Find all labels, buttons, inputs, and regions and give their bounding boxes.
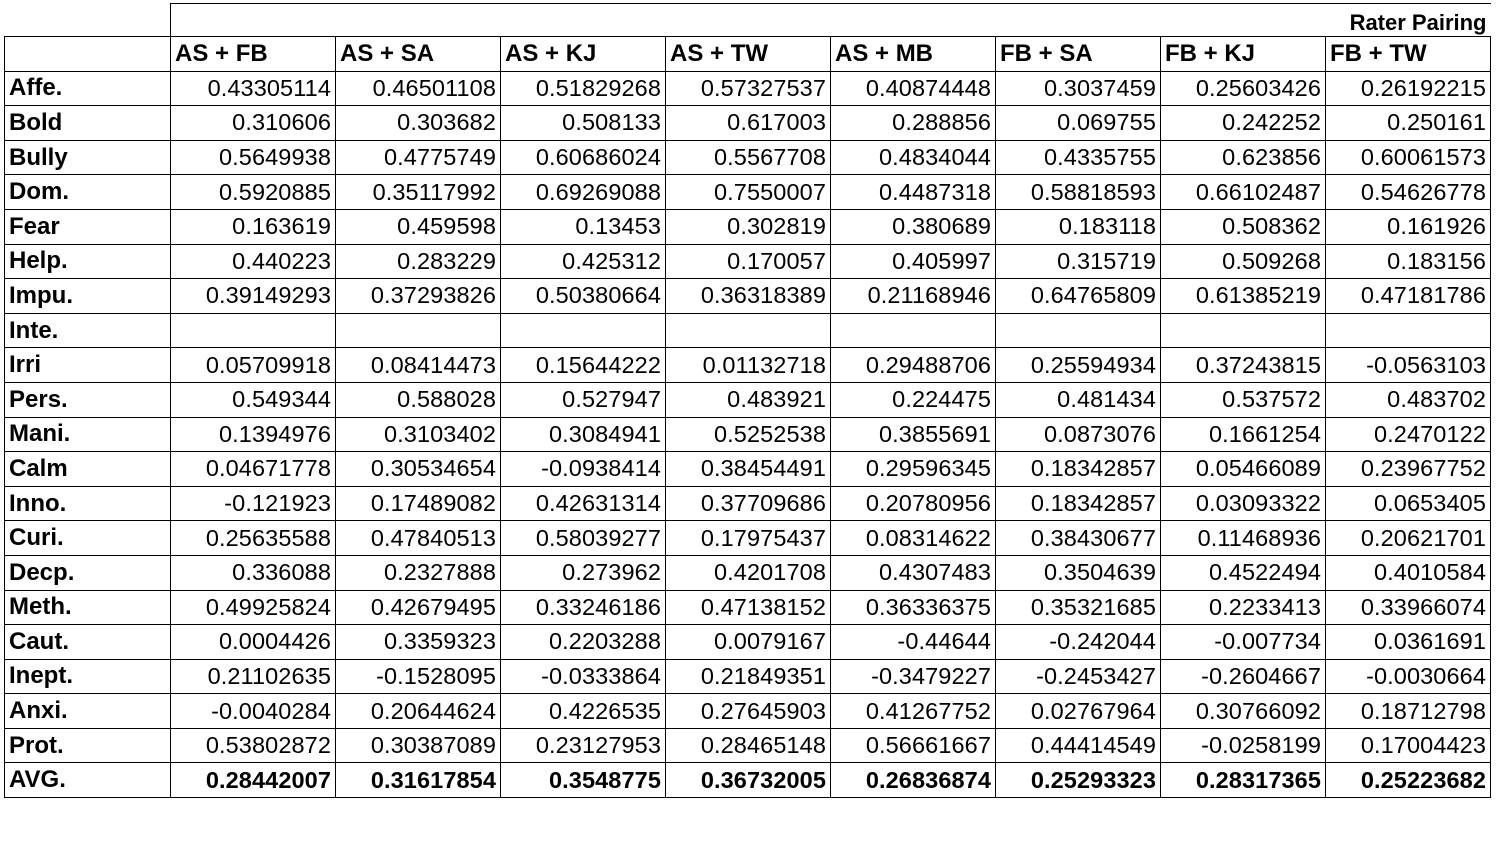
- row-label: Inept.: [5, 659, 171, 694]
- value-cell: -0.242044: [996, 625, 1161, 660]
- value-cell: 0.3504639: [996, 555, 1161, 590]
- value-cell: 0.0079167: [666, 625, 831, 660]
- value-cell: 0.5252538: [666, 417, 831, 452]
- row-label: Affe.: [5, 71, 171, 106]
- value-cell: 0.425312: [501, 244, 666, 279]
- value-cell: 0.35321685: [996, 590, 1161, 625]
- value-cell: -0.2453427: [996, 659, 1161, 694]
- value-cell: [1326, 313, 1491, 348]
- value-cell: 0.50380664: [501, 279, 666, 314]
- value-cell: 0.4226535: [501, 694, 666, 729]
- value-cell: 0.33966074: [1326, 590, 1491, 625]
- value-cell: 0.17489082: [336, 486, 501, 521]
- value-cell: 0.623856: [1161, 140, 1326, 175]
- column-header: AS + TW: [666, 37, 831, 72]
- value-cell: 0.537572: [1161, 382, 1326, 417]
- value-cell: 0.08414473: [336, 348, 501, 383]
- value-cell: 0.7550007: [666, 175, 831, 210]
- title-row: [5, 4, 1491, 37]
- table-row: [5, 486, 1491, 521]
- table-row: [5, 659, 1491, 694]
- value-cell: 0.60686024: [501, 140, 666, 175]
- value-cell: -0.0258199: [1161, 728, 1326, 763]
- table-row: [5, 590, 1491, 625]
- value-cell: 0.508362: [1161, 209, 1326, 244]
- value-cell: 0.47138152: [666, 590, 831, 625]
- row-label: Pers.: [5, 382, 171, 417]
- value-cell: 0.18712798: [1326, 694, 1491, 729]
- row-label: Caut.: [5, 625, 171, 660]
- row-label: Irri: [5, 348, 171, 383]
- value-cell: 0.4487318: [831, 175, 996, 210]
- value-cell: 0.25635588: [171, 521, 336, 556]
- value-cell: -0.3479227: [831, 659, 996, 694]
- value-cell: 0.405997: [831, 244, 996, 279]
- table-row: [5, 348, 1491, 383]
- value-cell: 0.283229: [336, 244, 501, 279]
- value-cell: 0.18342857: [996, 452, 1161, 487]
- value-cell: [171, 313, 336, 348]
- value-cell: 0.35117992: [336, 175, 501, 210]
- row-label: Anxi.: [5, 694, 171, 729]
- value-cell: 0.250161: [1326, 106, 1491, 141]
- table-row: [5, 71, 1491, 106]
- value-cell: 0.44414549: [996, 728, 1161, 763]
- value-cell: 0.481434: [996, 382, 1161, 417]
- value-cell: 0.4201708: [666, 555, 831, 590]
- table-row: [5, 625, 1491, 660]
- value-cell: 0.28317365: [1161, 763, 1326, 798]
- column-header: AS + FB: [171, 37, 336, 72]
- value-cell: 0.163619: [171, 209, 336, 244]
- value-cell: 0.0361691: [1326, 625, 1491, 660]
- value-cell: 0.28442007: [171, 763, 336, 798]
- value-cell: [336, 313, 501, 348]
- value-cell: 0.3084941: [501, 417, 666, 452]
- value-cell: 0.05466089: [1161, 452, 1326, 487]
- column-header: AS + SA: [336, 37, 501, 72]
- value-cell: 0.47181786: [1326, 279, 1491, 314]
- value-cell: 0.20644624: [336, 694, 501, 729]
- value-cell: [996, 313, 1161, 348]
- value-cell: 0.36732005: [666, 763, 831, 798]
- value-cell: 0.4522494: [1161, 555, 1326, 590]
- value-cell: 0.483921: [666, 382, 831, 417]
- value-cell: 0.288856: [831, 106, 996, 141]
- column-header: FB + SA: [996, 37, 1161, 72]
- table-row: [5, 106, 1491, 141]
- value-cell: 0.58039277: [501, 521, 666, 556]
- value-cell: -0.0938414: [501, 452, 666, 487]
- value-cell: 0.315719: [996, 244, 1161, 279]
- value-cell: 0.36318389: [666, 279, 831, 314]
- row-label: Dom.: [5, 175, 171, 210]
- value-cell: 0.310606: [171, 106, 336, 141]
- row-label: Bold: [5, 106, 171, 141]
- value-cell: -0.2604667: [1161, 659, 1326, 694]
- value-cell: -0.0563103: [1326, 348, 1491, 383]
- value-cell: 0.51829268: [501, 71, 666, 106]
- row-label: Inte.: [5, 313, 171, 348]
- value-cell: 0.17004423: [1326, 728, 1491, 763]
- value-cell: 0.5649938: [171, 140, 336, 175]
- table-row: [5, 279, 1491, 314]
- column-header: AS + MB: [831, 37, 996, 72]
- header-row: [5, 37, 1491, 72]
- value-cell: 0.183156: [1326, 244, 1491, 279]
- value-cell: 0.3548775: [501, 763, 666, 798]
- value-cell: 0.64765809: [996, 279, 1161, 314]
- value-cell: 0.08314622: [831, 521, 996, 556]
- value-cell: 0.588028: [336, 382, 501, 417]
- value-cell: 0.242252: [1161, 106, 1326, 141]
- value-cell: 0.02767964: [996, 694, 1161, 729]
- value-cell: 0.3037459: [996, 71, 1161, 106]
- value-cell: 0.2233413: [1161, 590, 1326, 625]
- value-cell: 0.11468936: [1161, 521, 1326, 556]
- value-cell: 0.336088: [171, 555, 336, 590]
- value-cell: 0.41267752: [831, 694, 996, 729]
- value-cell: 0.2470122: [1326, 417, 1491, 452]
- value-cell: 0.1394976: [171, 417, 336, 452]
- value-cell: 0.0004426: [171, 625, 336, 660]
- table-row: [5, 521, 1491, 556]
- row-label: Meth.: [5, 590, 171, 625]
- value-cell: 0.43305114: [171, 71, 336, 106]
- table-row: [5, 452, 1491, 487]
- value-cell: 0.61385219: [1161, 279, 1326, 314]
- value-cell: 0.25603426: [1161, 71, 1326, 106]
- value-cell: 0.1661254: [1161, 417, 1326, 452]
- value-cell: 0.303682: [336, 106, 501, 141]
- value-cell: 0.224475: [831, 382, 996, 417]
- table-row: [5, 728, 1491, 763]
- value-cell: 0.5920885: [171, 175, 336, 210]
- value-cell: 0.3103402: [336, 417, 501, 452]
- row-label: Inno.: [5, 486, 171, 521]
- value-cell: [1161, 313, 1326, 348]
- value-cell: -0.1528095: [336, 659, 501, 694]
- row-label: Decp.: [5, 555, 171, 590]
- value-cell: 0.36336375: [831, 590, 996, 625]
- value-cell: 0.4010584: [1326, 555, 1491, 590]
- value-cell: 0.31617854: [336, 763, 501, 798]
- value-cell: 0.05709918: [171, 348, 336, 383]
- row-label: Prot.: [5, 728, 171, 763]
- value-cell: 0.3855691: [831, 417, 996, 452]
- value-cell: 0.617003: [666, 106, 831, 141]
- column-header: AS + KJ: [501, 37, 666, 72]
- table-title: Rater Pairing: [171, 4, 1491, 37]
- value-cell: 0.30387089: [336, 728, 501, 763]
- value-cell: 0.38430677: [996, 521, 1161, 556]
- table-row: [5, 694, 1491, 729]
- row-label: Mani.: [5, 417, 171, 452]
- value-cell: 0.25594934: [996, 348, 1161, 383]
- value-cell: 0.37243815: [1161, 348, 1326, 383]
- value-cell: -0.0040284: [171, 694, 336, 729]
- value-cell: 0.23967752: [1326, 452, 1491, 487]
- value-cell: 0.21168946: [831, 279, 996, 314]
- row-label: Calm: [5, 452, 171, 487]
- value-cell: 0.549344: [171, 382, 336, 417]
- value-cell: [501, 313, 666, 348]
- column-header: FB + TW: [1326, 37, 1491, 72]
- value-cell: 0.21849351: [666, 659, 831, 694]
- value-cell: 0.509268: [1161, 244, 1326, 279]
- value-cell: 0.508133: [501, 106, 666, 141]
- table-row: [5, 175, 1491, 210]
- value-cell: -0.121923: [171, 486, 336, 521]
- value-cell: 0.2327888: [336, 555, 501, 590]
- row-label: Fear: [5, 209, 171, 244]
- value-cell: 0.21102635: [171, 659, 336, 694]
- row-label: Help.: [5, 244, 171, 279]
- value-cell: 0.03093322: [1161, 486, 1326, 521]
- value-cell: 0.5567708: [666, 140, 831, 175]
- table-row: [5, 209, 1491, 244]
- value-cell: 0.38454491: [666, 452, 831, 487]
- table-row: [5, 555, 1491, 590]
- value-cell: 0.04671778: [171, 452, 336, 487]
- table-row: [5, 244, 1491, 279]
- value-cell: 0.20621701: [1326, 521, 1491, 556]
- value-cell: 0.42631314: [501, 486, 666, 521]
- row-label: Curi.: [5, 521, 171, 556]
- value-cell: 0.39149293: [171, 279, 336, 314]
- value-cell: 0.26836874: [831, 763, 996, 798]
- row-label: Impu.: [5, 279, 171, 314]
- column-header: FB + KJ: [1161, 37, 1326, 72]
- value-cell: 0.20780956: [831, 486, 996, 521]
- value-cell: 0.440223: [171, 244, 336, 279]
- value-cell: -0.007734: [1161, 625, 1326, 660]
- value-cell: 0.46501108: [336, 71, 501, 106]
- value-cell: 0.27645903: [666, 694, 831, 729]
- value-cell: 0.56661667: [831, 728, 996, 763]
- value-cell: 0.58818593: [996, 175, 1161, 210]
- value-cell: 0.4335755: [996, 140, 1161, 175]
- value-cell: 0.4307483: [831, 555, 996, 590]
- value-cell: [831, 313, 996, 348]
- table-row: [5, 382, 1491, 417]
- value-cell: 0.183118: [996, 209, 1161, 244]
- value-cell: 0.30534654: [336, 452, 501, 487]
- value-cell: 0.273962: [501, 555, 666, 590]
- average-row: [5, 763, 1491, 798]
- value-cell: 0.380689: [831, 209, 996, 244]
- value-cell: 0.17975437: [666, 521, 831, 556]
- value-cell: 0.47840513: [336, 521, 501, 556]
- value-cell: 0.302819: [666, 209, 831, 244]
- table-row: [5, 417, 1491, 452]
- value-cell: 0.54626778: [1326, 175, 1491, 210]
- value-cell: 0.25293323: [996, 763, 1161, 798]
- value-cell: 0.25223682: [1326, 763, 1491, 798]
- value-cell: 0.49925824: [171, 590, 336, 625]
- value-cell: [666, 313, 831, 348]
- value-cell: 0.66102487: [1161, 175, 1326, 210]
- value-cell: 0.26192215: [1326, 71, 1491, 106]
- value-cell: 0.30766092: [1161, 694, 1326, 729]
- value-cell: 0.57327537: [666, 71, 831, 106]
- value-cell: 0.459598: [336, 209, 501, 244]
- value-cell: 0.29488706: [831, 348, 996, 383]
- row-label: Bully: [5, 140, 171, 175]
- value-cell: 0.37293826: [336, 279, 501, 314]
- table-row: [5, 313, 1491, 348]
- value-cell: 0.42679495: [336, 590, 501, 625]
- value-cell: 0.4834044: [831, 140, 996, 175]
- value-cell: 0.23127953: [501, 728, 666, 763]
- row-label: AVG.: [5, 763, 171, 798]
- value-cell: 0.483702: [1326, 382, 1491, 417]
- table-row: [5, 140, 1491, 175]
- value-cell: 0.28465148: [666, 728, 831, 763]
- value-cell: -0.0333864: [501, 659, 666, 694]
- value-cell: 0.29596345: [831, 452, 996, 487]
- value-cell: 0.40874448: [831, 71, 996, 106]
- value-cell: 0.2203288: [501, 625, 666, 660]
- value-cell: 0.18342857: [996, 486, 1161, 521]
- value-cell: 0.161926: [1326, 209, 1491, 244]
- value-cell: 0.0873076: [996, 417, 1161, 452]
- header-corner-cell: [5, 37, 171, 72]
- value-cell: 0.13453: [501, 209, 666, 244]
- value-cell: 0.69269088: [501, 175, 666, 210]
- value-cell: 0.069755: [996, 106, 1161, 141]
- value-cell: 0.01132718: [666, 348, 831, 383]
- rater-pairing-table: [4, 3, 1491, 798]
- value-cell: 0.53802872: [171, 728, 336, 763]
- value-cell: 0.4775749: [336, 140, 501, 175]
- value-cell: 0.15644222: [501, 348, 666, 383]
- value-cell: 0.60061573: [1326, 140, 1491, 175]
- value-cell: 0.3359323: [336, 625, 501, 660]
- value-cell: 0.33246186: [501, 590, 666, 625]
- value-cell: 0.170057: [666, 244, 831, 279]
- value-cell: -0.0030664: [1326, 659, 1491, 694]
- value-cell: 0.37709686: [666, 486, 831, 521]
- value-cell: 0.0653405: [1326, 486, 1491, 521]
- table-body: [5, 4, 1491, 798]
- corner-cell: [5, 4, 171, 37]
- value-cell: -0.44644: [831, 625, 996, 660]
- value-cell: 0.527947: [501, 382, 666, 417]
